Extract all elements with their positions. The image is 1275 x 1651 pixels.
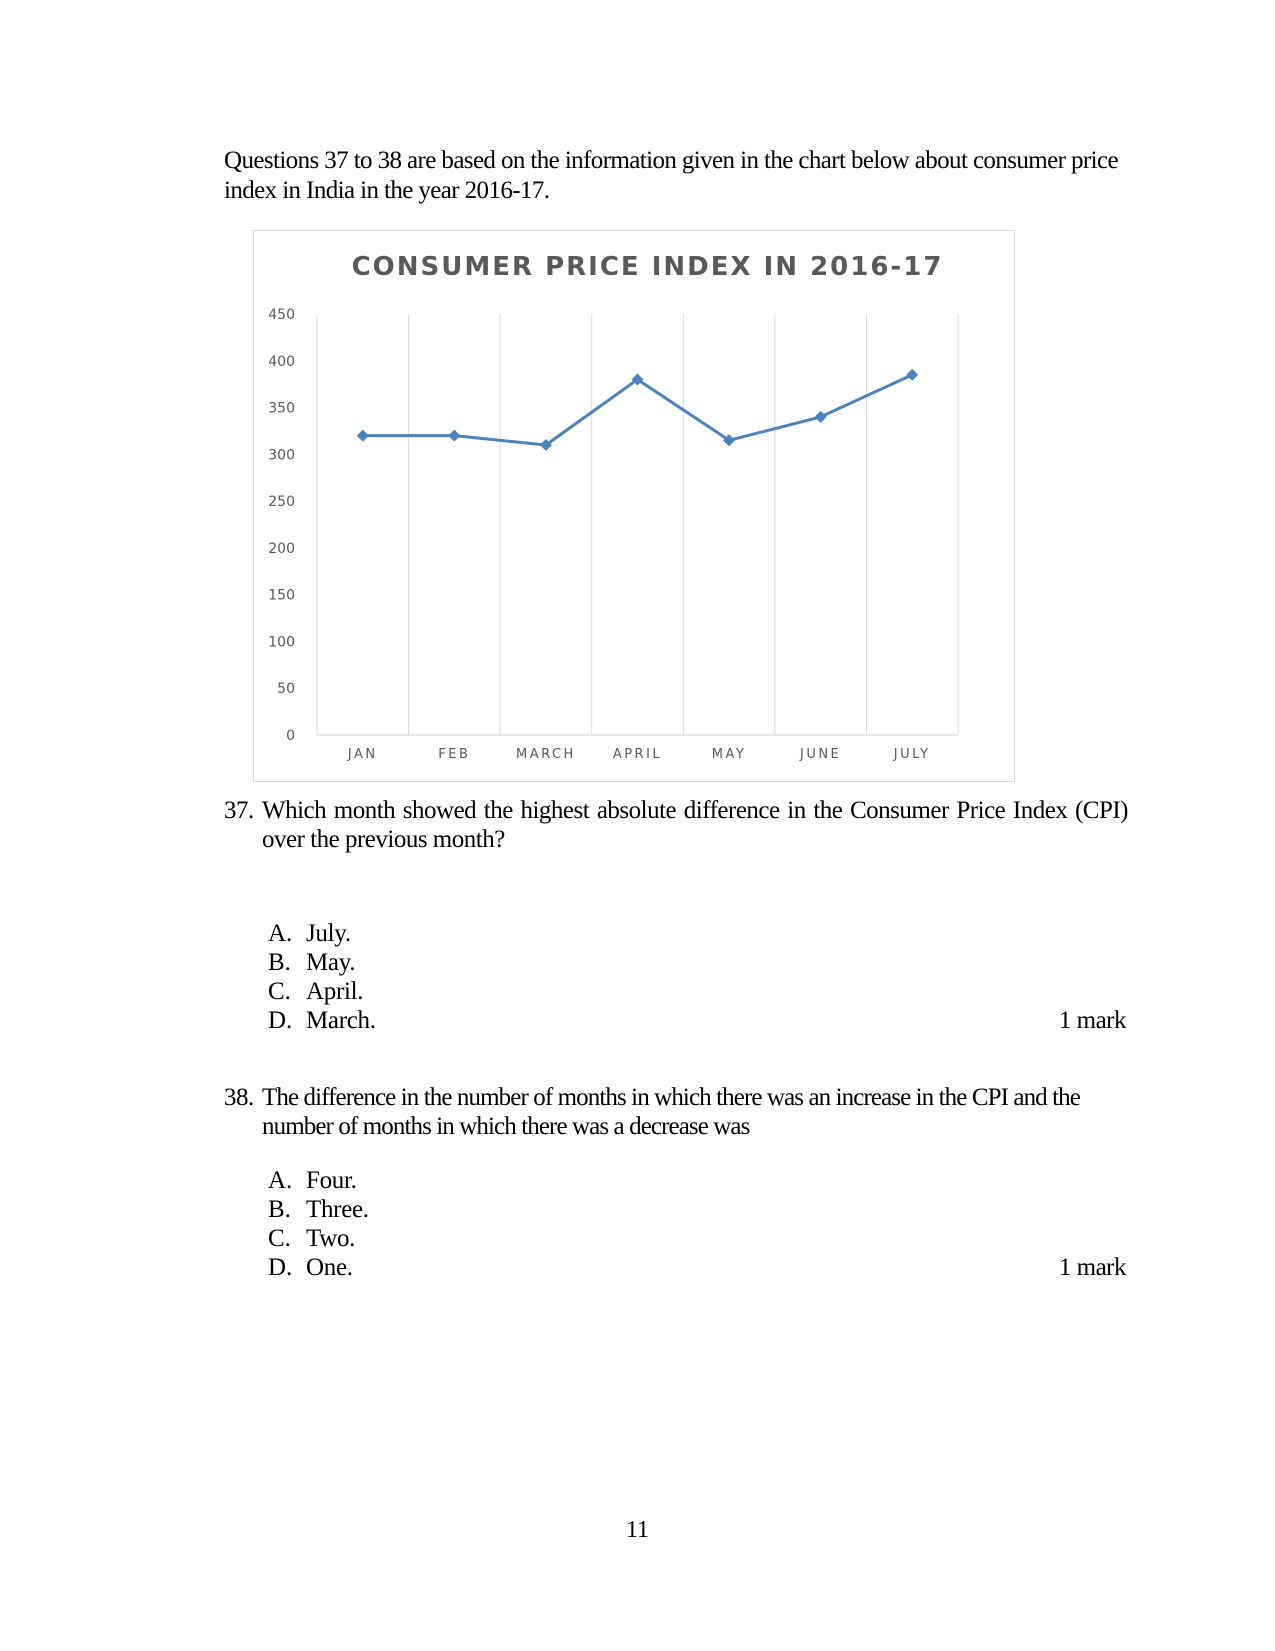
y-tick-label: 150 [268,587,295,604]
option-38-b[interactable] [268,1195,1128,1224]
y-tick-label: 450 [268,307,295,323]
option-37-b[interactable] [268,948,1128,977]
y-tick-label: 400 [268,353,295,370]
x-tick-label: MAY [711,747,747,762]
option-text: One. [306,1254,353,1281]
question-38-options [268,1166,1128,1282]
data-point-jan [357,430,369,442]
data-point-feb [448,430,460,442]
option-37-a[interactable] [268,919,1128,948]
y-tick-label: 50 [277,681,295,698]
question-37-mark: 1 mark [1058,1007,1126,1034]
data-point-june [815,411,827,423]
option-letter: C. [268,978,291,1005]
y-tick-label: 100 [268,634,295,651]
x-tick-label: FEB [438,747,471,762]
option-letter: A. [268,920,293,947]
chart-canvas [254,231,1016,783]
option-text: Three. [306,1196,369,1223]
x-tick-label: APRIL [612,747,663,762]
question-37-number: 37. [224,797,254,824]
y-tick-label: 300 [268,447,295,464]
option-letter: C. [268,1225,291,1252]
page-number: 11 [625,1517,650,1543]
data-point-july [906,369,918,381]
question-37 [224,796,1128,854]
question-38-number: 38. [224,1084,254,1111]
option-letter: D. [268,1007,293,1034]
option-text: March. [306,1007,376,1034]
option-letter: A. [268,1167,293,1194]
option-letter: B. [268,949,291,976]
question-38-mark: 1 mark [1058,1254,1126,1281]
option-37-c[interactable] [268,977,1128,1006]
x-tick-label: JUNE [799,747,842,762]
y-tick-label: 200 [268,540,295,557]
question-37-options [268,919,1128,1035]
y-tick-label: 0 [286,728,295,744]
option-38-c[interactable] [268,1224,1128,1253]
chart-title: CONSUMER PRICE INDEX IN 2016-17 [351,252,944,282]
option-letter: D. [268,1254,293,1281]
question-38-text: The difference in the number of months in which there was an increase in the CPI and the number of months in which there was a decrease was [262,1084,1080,1140]
question-37-text: Which month showed the highest absolute difference in the Consumer Price Index (CPI) over the previous month? [262,797,1128,853]
x-tick-label: JAN [347,747,378,762]
y-tick-label: 350 [268,400,295,417]
x-tick-label: JULY [893,747,931,762]
cpi-chart [253,230,1015,782]
question-38 [224,1083,1128,1141]
option-letter: B. [268,1196,291,1223]
x-tick-label: MARCH [515,747,576,762]
y-tick-label: 250 [268,494,295,511]
option-text: Four. [306,1167,357,1194]
option-text: May. [306,949,356,976]
option-38-a[interactable] [268,1166,1128,1195]
option-38-d[interactable] [268,1253,1128,1282]
option-text: April. [306,978,364,1005]
option-text: Two. [306,1225,356,1252]
intro-text: Questions 37 to 38 are based on the information given in the chart below about consumer price index in India in the year 2016-17. [224,147,1118,204]
option-text: July. [306,920,351,947]
option-37-d[interactable] [268,1006,1128,1035]
